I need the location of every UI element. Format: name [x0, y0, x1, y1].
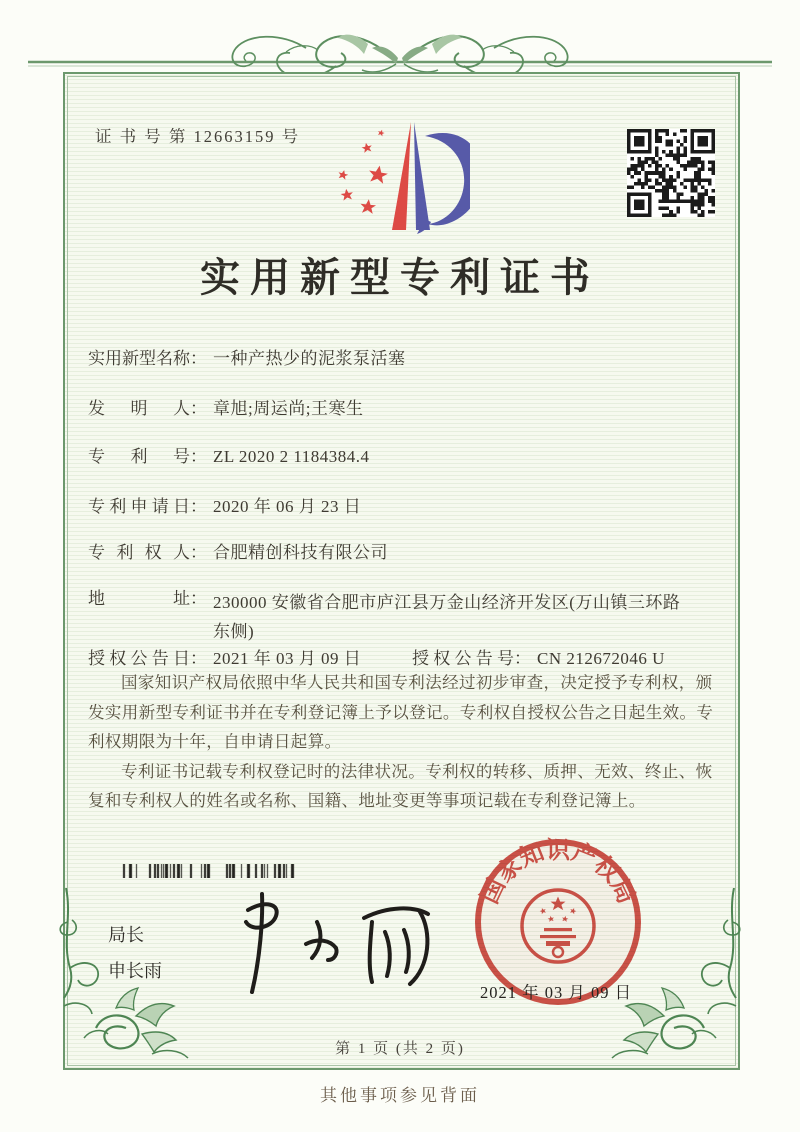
cnipa-logo-icon	[330, 118, 470, 234]
field-label: 地址	[88, 589, 190, 608]
legal-paragraph-1: 国家知识产权局依照中华人民共和国专利法经过初步审查，决定授予专利权，颁发实用新型专利证书并在专利登记簿上予以登记。专利权自授权公告之日起生效。专利权期限为十年，自申请日起算。	[88, 673, 714, 751]
field-list	[88, 348, 720, 688]
field-row-filing-date: 专利申请日： 2020 年 06 月 23 日	[88, 497, 362, 516]
field-value: 章旭;周运尚;王寒生	[213, 399, 364, 418]
field-value: 2020 年 06 月 23 日	[213, 497, 362, 516]
field-row-address: 地址： 230000 安徽省合肥市庐江县万金山经济开发区(万山镇三环路东侧)	[88, 588, 683, 646]
signer-name: 申长雨	[108, 961, 162, 981]
field-label: 授权公告号	[412, 649, 514, 668]
field-row-inventors: 发明人： 章旭;周运尚;王寒生	[88, 399, 364, 418]
field-row-patent-no: 专利号： ZL 2020 2 1184384.4	[88, 447, 370, 466]
field-value: 合肥精创科技有限公司	[213, 543, 388, 562]
certificate-number: 证 书 号 第 12663159 号	[95, 127, 301, 146]
field-value: 2021 年 03 月 09 日	[213, 649, 362, 668]
signer-title: 局长	[108, 925, 144, 945]
barcode	[110, 864, 308, 878]
field-label: 实用新型名称	[88, 349, 190, 368]
field-row-patentee: 专利权人： 合肥精创科技有限公司	[88, 543, 388, 562]
field-row-name: 实用新型名称： 一种产热少的泥浆泵活塞	[88, 349, 406, 368]
seal-date: 2021 年 03 月 09 日	[480, 983, 633, 1002]
field-row-grant: 授权公告日： 2021 年 03 月 09 日 授权公告号： CN 212672046 U	[88, 649, 665, 668]
certificate-title: 实用新型专利证书	[200, 255, 600, 300]
field-label: 专利权人	[88, 543, 190, 562]
back-side-note: 其他事项参见背面	[320, 1086, 480, 1105]
field-value: ZL 2020 2 1184384.4	[213, 447, 370, 466]
page-number: 第 1 页 (共 2 页)	[335, 1041, 465, 1057]
seal-agency-text: 国家知识产权局	[477, 837, 639, 908]
grant-number-pair: 授权公告号： CN 212672046 U	[412, 649, 665, 668]
field-value: CN 212672046 U	[537, 649, 665, 668]
field-label: 发明人	[88, 399, 190, 418]
field-label: 专利申请日	[88, 497, 190, 516]
field-value: 一种产热少的泥浆泵活塞	[213, 349, 406, 368]
director-signature	[222, 892, 432, 997]
field-label: 专利号	[88, 447, 190, 466]
qr-code	[627, 129, 715, 217]
legal-text	[88, 668, 718, 816]
field-value: 230000 安徽省合肥市庐江县万金山经济开发区(万山镇三环路东侧)	[213, 593, 681, 641]
field-label: 授权公告日	[88, 649, 190, 668]
legal-paragraph-2: 专利证书记载专利权登记时的法律状况。专利权的转移、质押、无效、终止、恢复和专利权人的姓名或名称、国籍、地址变更等事项记载在专利登记簿上。	[88, 761, 713, 810]
